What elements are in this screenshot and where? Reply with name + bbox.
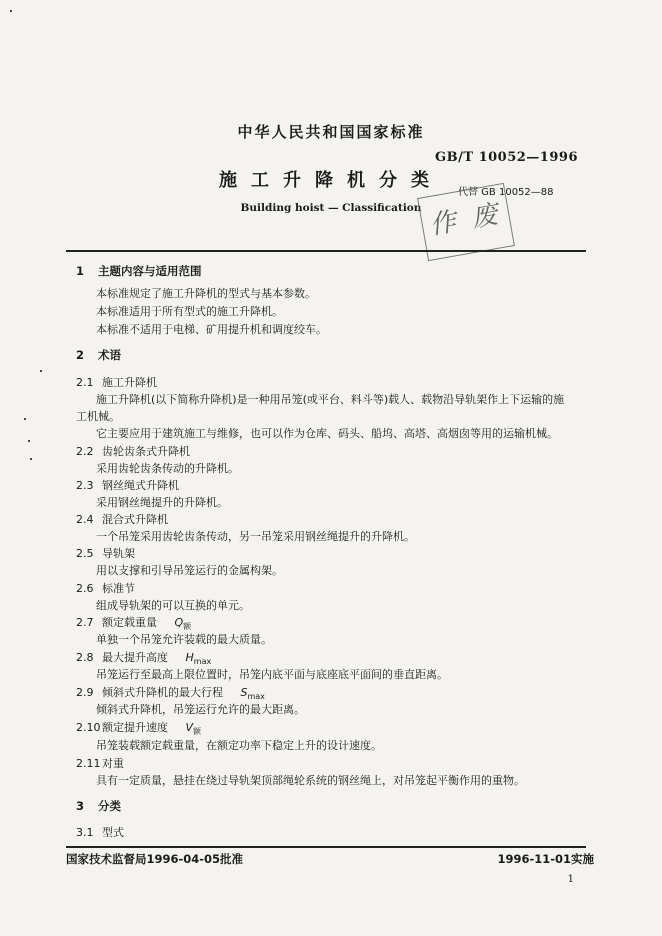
paragraph: 采用钢丝绳提升的升降机。 (96, 496, 228, 509)
scan-speck (24, 418, 26, 420)
symbol-subscript: max (247, 692, 265, 702)
symbol: V (185, 721, 194, 734)
paragraph: 用以支撑和引导吊笼运行的金属构架。 (96, 564, 283, 577)
paragraph: 它主要应用于建筑施工与维修，也可以作为仓库、码头、船坞、高塔、高烟囱等用的运输机械。 (96, 427, 558, 440)
term-2-6-heading: 2.6 标准节 (76, 582, 135, 595)
term-2-9-heading: 2.9 倾斜式升降机的最大行程 $S_{max}$ (76, 686, 265, 702)
paragraph: 本标准适用于所有型式的施工升降机。 (96, 305, 283, 318)
scan-speck (40, 370, 42, 372)
section-3-heading (76, 798, 121, 814)
paragraph: 单独一个吊笼允许装载的最大质量。 (96, 633, 272, 646)
page-number: 1 (567, 874, 574, 885)
term-2-7-heading: 2.7 额定载重量 $Q_额$ (76, 616, 192, 632)
paragraph: 施工升降机(以下简称升降机)是一种用吊笼(或平台、料斗等)载人、载物沿导轨架作上下运输的施 (96, 393, 565, 406)
section-title: 术语 (98, 348, 121, 362)
paragraph: 本标准规定了施工升降机的型式与基本参数。 (96, 287, 316, 300)
term-2-4-heading: 2.4 混合式升降机 (76, 513, 168, 526)
symbol-subscript: max (193, 657, 212, 667)
section-2-heading (76, 347, 121, 363)
paragraph: 一个吊笼采用齿轮齿条传动，另一吊笼采用钢丝绳提升的升降机。 (96, 530, 415, 543)
paragraph: 吊笼装载额定载重量，在额定功率下稳定上升的设计速度。 (96, 739, 382, 752)
section-title: 分类 (98, 799, 121, 813)
handwritten-stamp: 作 废 (417, 183, 515, 261)
paragraph: 倾斜式升降机，吊笼运行允许的最大距离。 (96, 703, 305, 716)
section-1-heading (76, 263, 202, 279)
replaces-note: 代替 GB 10052—88 (458, 187, 554, 198)
symbol-subscript: 额 (193, 727, 202, 737)
header-divider (66, 250, 586, 252)
national-standard-heading: 中华人民共和国国家标准 (237, 123, 425, 141)
paragraph: 组成导轨架的可以互换的单元。 (96, 599, 250, 612)
scan-speck (28, 440, 30, 442)
approval-date: 国家技术监督局1996-04-05批准 (66, 852, 244, 866)
term-2-5-heading: 2.5 导轨架 (76, 547, 135, 560)
footer-divider (66, 846, 586, 848)
term-2-8-heading: 2.8 最大提升高度 $H_{max}$ (76, 651, 212, 667)
symbol-subscript: 额 (183, 622, 192, 632)
paragraph: 采用齿轮齿条传动的升降机。 (96, 462, 239, 475)
term-2-1-heading: 2.1 施工升降机 (76, 376, 157, 389)
term-2-3-heading: 2.3 钢丝绳式升降机 (76, 479, 179, 492)
symbol: Q (174, 616, 184, 629)
standard-code: GB/T 10052—1996 (435, 150, 578, 165)
paragraph: 吊笼运行至最高上限位置时，吊笼内底平面与底座底平面间的垂直距离。 (96, 668, 448, 681)
term-2-11-heading: 2.11 对重 (76, 757, 124, 770)
term-2-2-heading: 2.2 齿轮齿条式升降机 (76, 445, 190, 458)
paragraph: 本标准不适用于电梯、矿用提升机和调度绞车。 (96, 323, 327, 336)
term-3-1-heading: 3.1 型式 (76, 826, 124, 839)
section-number: 2 (76, 348, 85, 362)
paragraph: 工机械。 (76, 410, 120, 423)
section-title: 主题内容与适用范围 (98, 264, 202, 278)
english-title: Building hoist — Classification (240, 202, 422, 214)
scan-speck (30, 458, 32, 460)
scan-speck (10, 10, 12, 12)
document-title: 施工升降机分类 (219, 170, 443, 191)
term-2-10-heading: 2.10 额定提升速度 $V_额$ (76, 721, 202, 737)
symbol: S (240, 686, 248, 699)
section-number: 1 (76, 264, 85, 278)
implementation-date: 1996-11-01实施 (497, 852, 594, 866)
symbol: H (185, 651, 194, 664)
paragraph: 具有一定质量，悬挂在绕过导轨架顶部绳轮系统的钢丝绳上，对吊笼起平衡作用的重物。 (96, 774, 525, 787)
section-number: 3 (76, 799, 85, 813)
